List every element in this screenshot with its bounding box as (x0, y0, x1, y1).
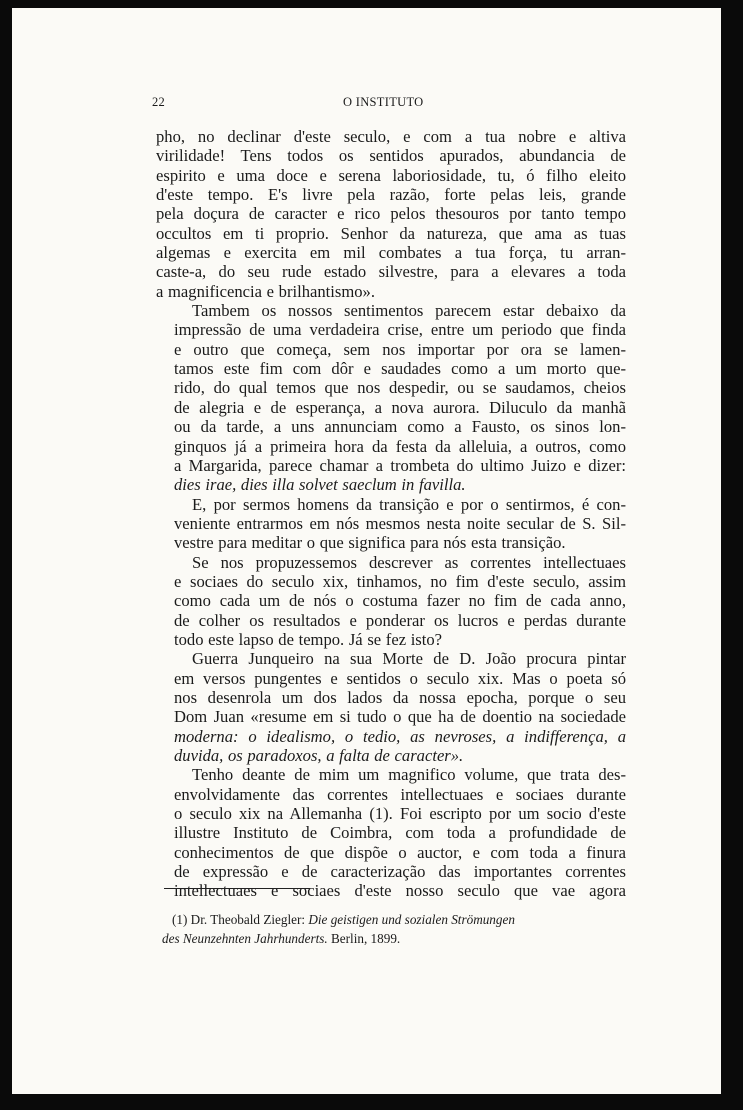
text-line: rido, do qual temos que nos despedir, ou se saudamos, cheios (174, 378, 626, 398)
text-line: tamos este fim com dôr e saudades como a um morto que- (174, 359, 626, 379)
text-line: o seculo xix na Allemanha (1). Foi escripto por um socio d'este (174, 804, 626, 824)
text-line: impressão de uma verdadeira crise, entre um periodo que finda (174, 320, 626, 340)
text-line: Se nos propuzessemos descrever as correntes intellectuaes (192, 552, 626, 572)
text-line: envolvidamente das correntes intellectuaes e sociaes durante (174, 784, 626, 804)
paragraph-5 (156, 649, 626, 765)
text-line: como cada um de nós o costuma fazer no fim de cada anno, (174, 591, 626, 611)
text-line: Guerra Junqueiro na sua Morte de D. João procura pintar (192, 649, 626, 669)
text-line: a magnificencia e brilhantismo». (156, 281, 375, 301)
page-number: 22 (152, 95, 166, 109)
footnote-line-2 (162, 930, 634, 949)
text-line: virilidade! Tens todos os sentidos apurados, abundancia de (156, 146, 626, 166)
text-line: de colher os resultados e ponderar os lucros e perdas durante (174, 610, 626, 630)
main-text (156, 127, 626, 901)
text-line: caste-a, do seu rude estado silvestre, para a elevares a toda (156, 262, 626, 282)
text-line: pho, no declinar d'este seculo, e com a tua nobre e altiva (156, 127, 626, 146)
footnote-marker: (1) Dr. Theobald Ziegler: (172, 912, 306, 927)
text-line: espirito e uma doce e serena laboriosidade, tu, ó filho eleito (156, 165, 626, 185)
text-line: ginquos já a primeira hora da festa da alleluia, a outros, como (174, 436, 626, 456)
footnote-line-1 (162, 911, 634, 930)
text-line: pela doçura de caracter e rico pelos thesouros por tanto tempo (156, 204, 626, 224)
text-line: E, por sermos homens da transição e por o sentirmos, é con- (192, 494, 626, 514)
paragraph-6 (156, 765, 626, 900)
footnote (162, 911, 634, 948)
text-line: Dom Juan «resume em si tudo o que ha de doentio na sociedade (174, 707, 626, 727)
text-line: em versos pungentes e sentidos o seculo xix. Mas o poeta só (174, 668, 626, 688)
text-line: a Margarida, parece chamar a trombeta do ultimo Juizo e dizer: (174, 455, 626, 475)
text-line-italic: moderna: o idealismo, o tedio, as nevroses, a indifferença, a (174, 726, 626, 746)
text-line: d'este tempo. E's livre pela razão, forte pelas leis, grande (156, 185, 626, 205)
running-title: O INSTITUTO (343, 95, 424, 109)
text-line: veniente entrarmos em nós mesmos nesta noite secular de S. Sil- (174, 513, 626, 533)
text-line: illustre Instituto de Coimbra, com toda a profundidade de (174, 823, 626, 843)
footnote-divider (164, 888, 310, 889)
paragraph-4 (156, 553, 626, 650)
text-line: de expressão e de caracterização das importantes correntes (174, 862, 626, 882)
footnote-title: Die geistigen und sozialen Strömungen (308, 912, 515, 927)
paragraph-3 (156, 495, 626, 553)
text-line: todo este lapso de tempo. Já se fez isto? (174, 629, 443, 649)
text-line: occultos em ti proprio. Senhor da natureza, que ama as tuas (156, 223, 626, 243)
text-line: Tenho deante de mim um magnifico volume, que trata des- (192, 765, 626, 785)
text-line: vestre para meditar o que significa para nós esta transição. (174, 533, 566, 553)
text-line: e outro que começa, sem nos importar por ora se lamen- (174, 339, 626, 359)
text-line-italic: dies irae, dies illa solvet saeclum in favilla. (174, 475, 466, 495)
footnote-title-cont: des Neunzehnten Jahrhunderts. (162, 930, 328, 946)
text-line-italic: duvida, os paradoxos, a falta de caracter». (174, 746, 464, 765)
paragraph-2 (156, 301, 626, 494)
text-line: de alegria e de esperança, a nova aurora. Diluculo da manhã (174, 397, 626, 417)
paragraph-1 (156, 127, 626, 301)
text-line: algemas e exercita em mil combates a tua força, tu arran- (156, 243, 626, 263)
text-line: conhecimentos de que dispõe o auctor, e com toda a finura (174, 842, 626, 862)
footnote-publication: Berlin, 1899. (330, 930, 401, 946)
text-line: e sociaes do seculo xix, tinhamos, no fim d'este seculo, assim (174, 571, 626, 591)
text-line: Tambem os nossos sentimentos parecem estar debaixo da (192, 301, 626, 321)
text-line: nos desenrola um dos lados da nossa epocha, porque o seu (174, 687, 626, 707)
text-line: ou da tarde, a uns annunciam como a Fausto, os sinos lon- (174, 417, 626, 437)
text-line: intellectuaes e sociaes d'este nosso seculo que vae agora (174, 881, 626, 901)
